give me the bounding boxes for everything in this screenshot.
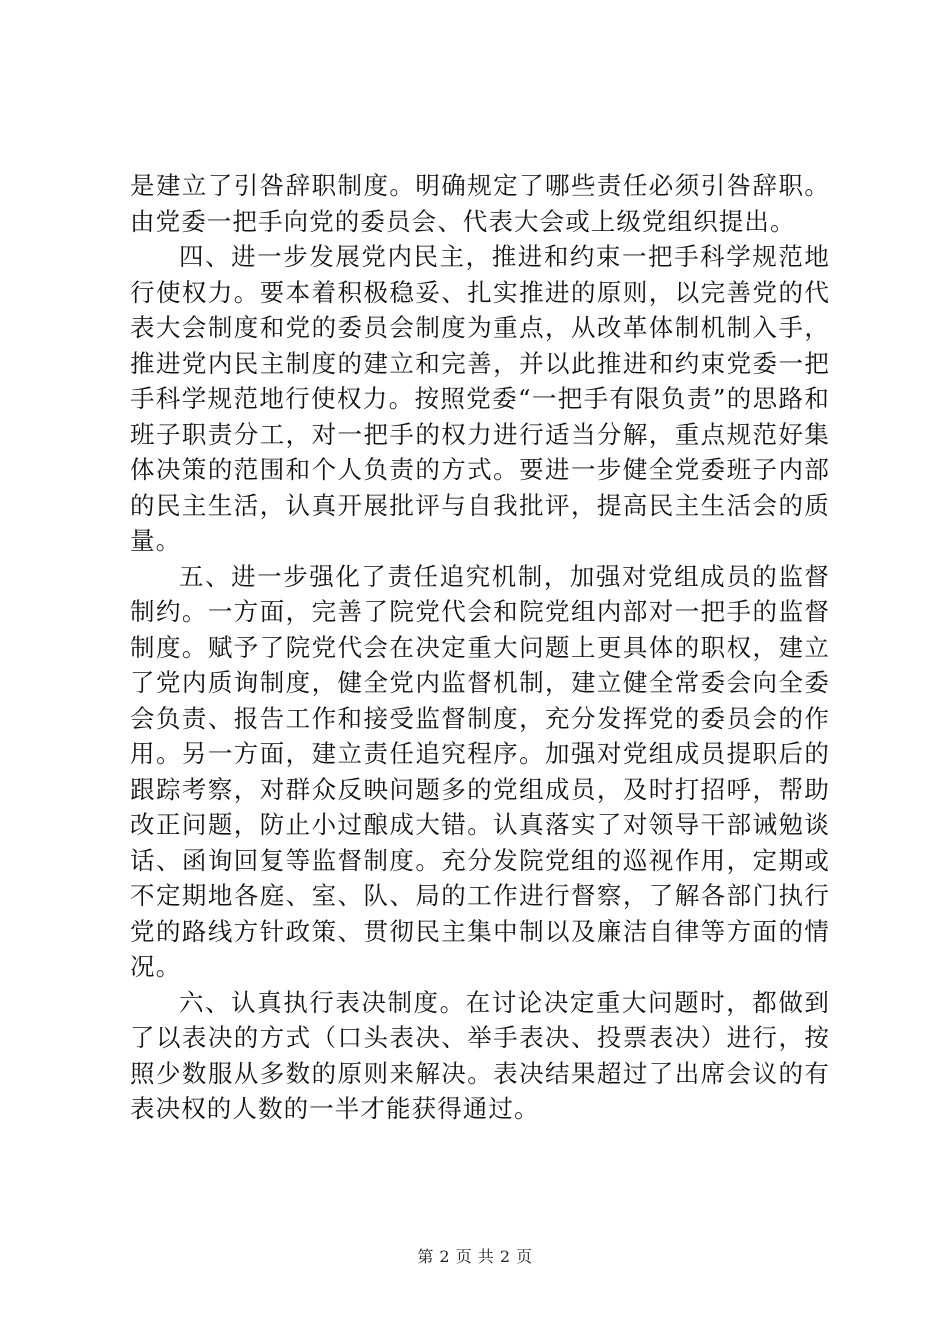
document-body — [130, 168, 830, 1127]
paragraph-section-five: 五、进一步强化了责任追究机制，加强对党组成员的监督制约。一方面，完善了院党代会和院党组内部对一把手的监督制度。赋予了院党代会在决定重大问题上更具体的职权，建立了党内质询制度，健全党内监督机制，建立健全常委会向全委会负责、报告工作和接受监督制度，充分发挥党的委员会的作用。另一方面，建立责任追究程序。加强对党组成员提职后的跟踪考察，对群众反映问题多的党组成员，及时打招呼，帮助改正问题，防止小过酿成大错。认真落实了对领导干部诫勉谈话、函询回复等监督制度。充分发院党组的巡视作用，定期或不定期地各庭、室、队、局的工作进行督察，了解各部门执行党的路线方针政策、贯彻民主集中制以及廉洁自律等方面的情况。 — [130, 561, 830, 981]
paragraph-section-four: 四、进一步发展党内民主，推进和约束一把手科学规范地行使权力。要本着积极稳妥、扎实推进的原则，以完善党的代表大会制度和党的委员会制度为重点，从改革体制机制入手，推进党内民主制度的建立和完善，并以此推进和约束党委一把手科学规范地行使权力。按照党委“一把手有限负责”的思路和班子职责分工，对一把手的权力进行适当分解，重点规范好集体决策的范围和个人负责的方式。要进一步健全党委班子内部的民主生活，认真开展批评与自我批评，提高民主生活会的质量。 — [130, 242, 830, 555]
paragraph-continuation: 是建立了引咎辞职制度。明确规定了哪些责任必须引咎辞职。由党委一把手向党的委员会、代表大会或上级党组织提出。 — [130, 171, 830, 236]
paragraph-section-six: 六、认真执行表决制度。在讨论决定重大问题时，都做到了以表决的方式（口头表决、举手表决、投票表决）进行，按照少数服从多数的原则来解决。表决结果超过了出席会议的有表决权的人数的一半才能获得通过。 — [130, 987, 830, 1123]
page-number-footer: 第 2 页 共 2 页 — [417, 1247, 533, 1266]
